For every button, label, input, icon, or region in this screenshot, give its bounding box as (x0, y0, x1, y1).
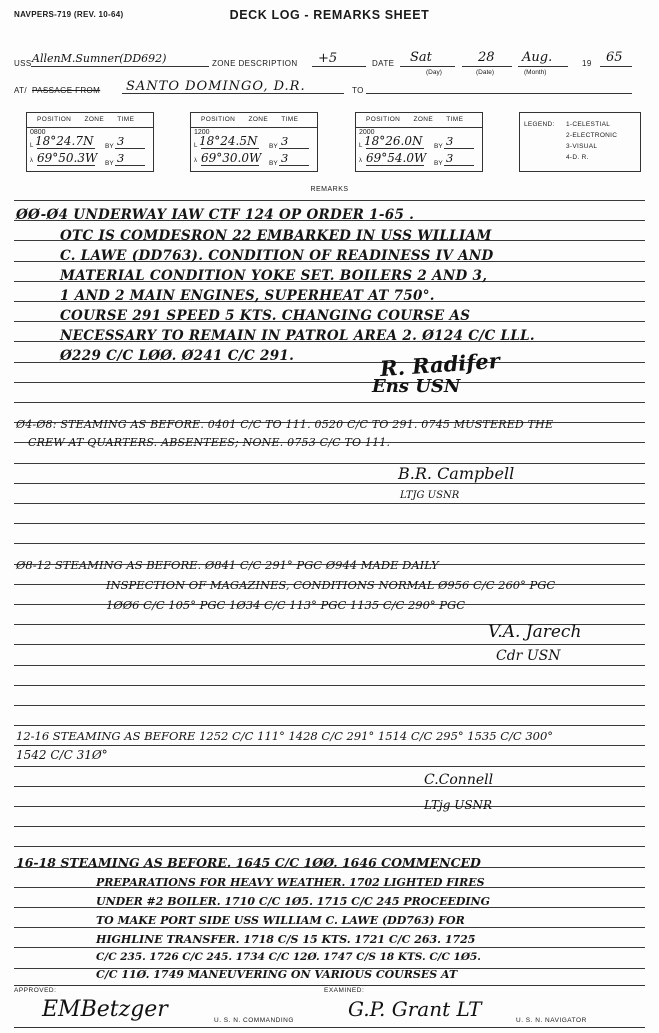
lat-by: 3 (281, 134, 289, 148)
position-box-2000: POSITION ZONE TIME 2000 L 18°26.0N λ 69°54.0W BY BY 3 3 (355, 112, 483, 172)
position-lat: 18°24.7N (35, 134, 94, 148)
watch-00-04-line: 1 AND 2 MAIN ENGINES, SUPERHEAT AT 750°. (60, 288, 435, 304)
uss-label: USS (14, 59, 32, 68)
watch-00-04-line: ØØ-Ø4 UNDERWAY IAW CTF 124 OP ORDER 1-65 . (16, 207, 415, 223)
ruled-line (14, 725, 645, 726)
ruled-line (14, 846, 645, 847)
signature-12-16: C.Connell (424, 772, 494, 788)
lon-by: 3 (117, 151, 125, 165)
ship-name: AllenM.Sumner(DD692) (32, 52, 167, 65)
commanding-signature: EMBetzger (42, 997, 168, 1022)
date-value: 28 (478, 50, 495, 65)
rank-08-12: Cdr USN (496, 648, 561, 664)
at-label: AT/ (14, 86, 28, 95)
form-title: DECK LOG - REMARKS SHEET (229, 8, 430, 22)
ruled-line (14, 483, 645, 484)
month-value: Aug. (522, 50, 553, 65)
month-sublabel: (Month) (524, 69, 547, 76)
ruled-line (14, 382, 645, 383)
ruled-line (14, 503, 645, 504)
day-value: Sat (410, 50, 432, 65)
navigator-label: U. S. N. NAVIGATOR (516, 1017, 587, 1024)
commanding-label: U. S. N. COMMANDING (214, 1017, 294, 1024)
ruled-line (14, 705, 645, 706)
rank-04-08: LTJG USNR (400, 490, 460, 501)
year-value: 65 (606, 50, 623, 65)
legend-title: LEGEND: (524, 121, 555, 128)
watch-00-04-line: NECESSARY TO REMAIN IN PATROL AREA 2. Ø124 C/C LLL. (60, 328, 535, 344)
zone-label: ZONE DESCRIPTION (212, 59, 298, 68)
remarks-label: REMARKS (310, 186, 349, 193)
watch-08-12-line: 1ØØ6 C/C 105° PGC 1Ø34 C/C 113° PGC 1135 C/C 290° PGC (106, 598, 466, 612)
watch-08-12-line: INSPECTION OF MAGAZINES, CONDITIONS NORMAL Ø956 C/C 260° PGC (106, 578, 556, 592)
day-sublabel: (Day) (426, 69, 442, 76)
date-label: DATE (372, 59, 395, 68)
form-id: NAVPERS-719 (REV. 10-64) (14, 10, 124, 19)
position-time: 0800 (30, 129, 46, 136)
ruled-line (14, 463, 645, 464)
ruled-line (14, 786, 645, 787)
position-lat: 18°24.5N (199, 134, 258, 148)
watch-04-08-line: CREW AT QUARTERS. ABSENTEES; NONE. 0753 C/C TO 111. (28, 436, 391, 449)
lon-by: 3 (446, 151, 454, 165)
ruled-line (14, 200, 645, 201)
zone-value: +5 (318, 51, 338, 66)
position-lat: 18°26.0N (364, 134, 423, 148)
ruled-line (14, 523, 645, 524)
position-lon: 69°30.0W (201, 151, 262, 165)
signature-08-12: V.A. Jarech (488, 622, 582, 642)
position-box-0800: POSITION ZONE TIME 0800 L 18°24.7N λ 69°50.3W BY BY 3 3 (26, 112, 154, 172)
watch-16-18-line: HIGHLINE TRANSFER. 1718 C/S 15 KTS. 1721 C/C 263. 1725 (96, 933, 476, 946)
position-lon: 69°50.3W (37, 151, 98, 165)
watch-16-18-line: C/C 11Ø. 1749 MANEUVERING ON VARIOUS COURSES AT (96, 968, 458, 981)
ruled-line (14, 665, 645, 666)
ruled-line (14, 806, 645, 807)
watch-00-04-line: MATERIAL CONDITION YOKE SET. BOILERS 2 AND 3, (60, 268, 488, 284)
date-sublabel: (Date) (476, 69, 495, 76)
approved-label: APPROVED: (14, 987, 57, 994)
navigator-signature: G.P. Grant LT (348, 997, 482, 1021)
legend-box (519, 112, 641, 172)
watch-16-18-line: PREPARATIONS FOR HEAVY WEATHER. 1702 LIGHTED FIRES (96, 876, 485, 889)
watch-04-08-line: Ø4-Ø8: STEAMING AS BEFORE. 0401 C/C TO 111. 0520 C/C TO 291. 0745 MUSTERED THE (16, 418, 554, 431)
watch-12-16-line: 1542 C/C 31Ø° (16, 748, 108, 762)
position-time: 2000 (359, 129, 375, 136)
footer-divider (14, 985, 645, 986)
watch-00-04-line: Ø229 C/C LØØ. Ø241 C/C 291. (60, 348, 295, 364)
legend-item: 3-VISUAL (566, 143, 598, 150)
examined-label: EXAMINED: (324, 987, 365, 994)
watch-00-04-line: OTC IS COMDESRON 22 EMBARKED IN USS WILLIAM (60, 228, 492, 244)
ruled-line (14, 644, 645, 645)
legend-item: 1-CELESTIAL (566, 121, 611, 128)
ruled-line (14, 745, 645, 746)
watch-00-04-line: C. LAWE (DD763). CONDITION OF READINESS IV AND (60, 248, 494, 264)
watch-16-18-line: C/C 235. 1726 C/C 245. 1734 C/C 12Ø. 1747 C/S 18 KTS. C/C 1Ø5. (96, 951, 481, 963)
position-time: 1200 (194, 129, 210, 136)
to-label: TO (352, 86, 364, 95)
position-lon: 69°54.0W (366, 151, 427, 165)
signature-04-08: B.R. Campbell (398, 464, 515, 483)
legend-item: 2-ELECTRONIC (566, 132, 618, 139)
watch-08-12-line: Ø8-12 STEAMING AS BEFORE. Ø841 C/C 291° PGC Ø944 MADE DAILY (16, 558, 439, 572)
watch-16-18-line: TO MAKE PORT SIDE USS WILLIAM C. LAWE (DD763) FOR (96, 914, 465, 927)
ruled-line (14, 947, 645, 948)
lat-by: 3 (117, 134, 125, 148)
lat-by: 3 (446, 134, 454, 148)
bottom-border (14, 1027, 645, 1028)
signature-00-04: R. Radifer (379, 347, 501, 382)
lon-by: 3 (281, 151, 289, 165)
rank-12-16: LTjg USNR (424, 798, 493, 812)
watch-16-18-line: UNDER #2 BOILER. 1710 C/C 1Ø5. 1715 C/C 245 PROCEEDING (96, 895, 490, 908)
watch-16-18-line: 16-18 STEAMING AS BEFORE. 1645 C/C 1ØØ. 1646 COMMENCED (16, 855, 481, 870)
position-box-1200: POSITION ZONE TIME 1200 L 18°24.5N λ 69°30.0W BY BY 3 3 (190, 112, 318, 172)
watch-12-16-line: 12-16 STEAMING AS BEFORE 1252 C/C 111° 1428 C/C 291° 1514 C/C 295° 1535 C/C 300° (16, 729, 554, 743)
legend-item: 4-D. R. (566, 154, 589, 161)
year-prefix: 19 (582, 59, 592, 68)
ruled-line (14, 766, 645, 767)
watch-00-04-line: COURSE 291 SPEED 5 KTS. CHANGING COURSE AS (60, 308, 471, 324)
rank-00-04: Ens USN (372, 376, 461, 397)
ruled-line (14, 927, 645, 928)
passage-label: PASSAGE FROM (32, 86, 101, 95)
ruled-line (14, 826, 645, 827)
ruled-line (14, 685, 645, 686)
ruled-line (14, 543, 645, 544)
location-value: SANTO DOMINGO, D.R. (126, 79, 306, 94)
ruled-line (14, 402, 645, 403)
